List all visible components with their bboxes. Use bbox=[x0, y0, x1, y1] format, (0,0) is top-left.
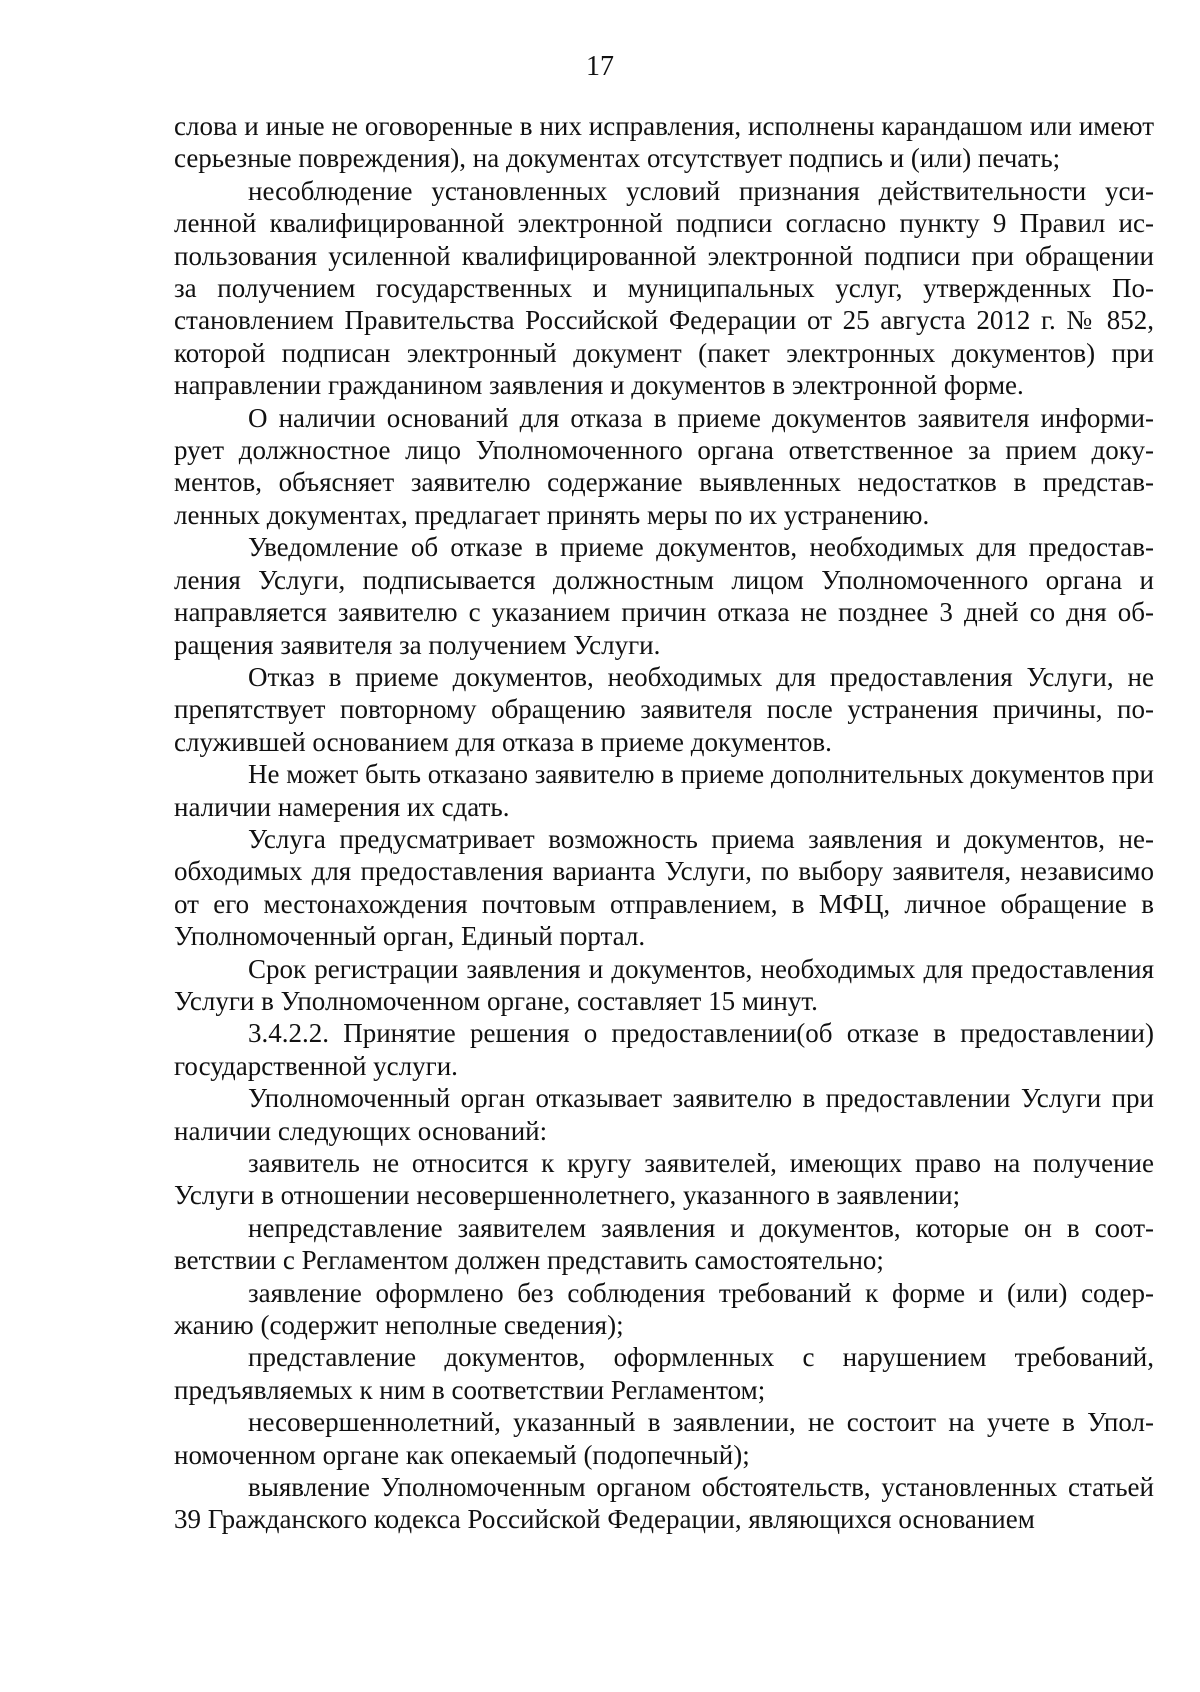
list-item-ground-3: заявление оформлено без соблюдения требований к форме и (или) содержанию (содержит неполные сведения); bbox=[174, 1277, 1154, 1341]
paragraph-repeat-application: Отказ в приеме документов, необходимых для предоставления Услуги, не препятствует повторному обращению заявителя после устранения причины, послужившей основанием для отказа в приеме документов. bbox=[174, 661, 1154, 757]
document-body bbox=[174, 110, 1154, 1536]
paragraph-continuation: слова и иные не оговоренные в них исправления, исполнены карандашом или имеют серьезные повреждения), на документах отсутствует подпись и (или) печать; bbox=[174, 111, 1154, 174]
paragraph-submission-methods: Услуга предусматривает возможность приема заявления и документов, необходимых для предоставления варианта Услуги, по выбору заявителя, независимо от его местонахождения почтовым отправлением, в МФЦ, личное обращение в Уполномоченный орган, Единый портал. bbox=[174, 823, 1154, 952]
list-item-ground-1: заявитель не относится к кругу заявителей, имеющих право на получение Услуги в отношении несовершеннолетнего, указанного в заявлении; bbox=[174, 1148, 1154, 1211]
paragraph-refusal-notification: Уведомление об отказе в приеме документов, необходимых для предоставления Услуги, подписывается должностным лицом Уполномоченного органа и направляется заявителю с указанием причин отказа не позднее 3 дней со дня обращения заявителя за получением Услуги. bbox=[174, 532, 1154, 660]
list-item-ground-4: представление документов, оформленных с нарушением требований, предъявляемых к ним в соответствии Регламентом; bbox=[174, 1342, 1154, 1405]
page-number: 17 bbox=[586, 51, 614, 82]
paragraph-electronic-signature: несоблюдение установленных условий признания действительности усиленной квалифицированной электронной подписи согласно пункту 9 Правил использования усиленной квалифицированной электронной подписи при обращении за получением государственных и муниципальных услуг, утвержденных Постановлением Правительства Российской Федерации от 25 августа 2012 г. № 852, которой подписан электронный документ (пакет электронных документов) при направлении гражданином заявления и документов в электронной форме. bbox=[174, 175, 1154, 401]
section-heading-3-4-2-2: 3.4.2.2. Принятие решения о предоставлении(об отказе в предоставлении) государственной услуги. bbox=[174, 1018, 1154, 1081]
paragraph-refusal-grounds-intro: Уполномоченный орган отказывает заявителю в предоставлении Услуги при наличии следующих оснований: bbox=[174, 1083, 1154, 1146]
list-item-ground-6: выявление Уполномоченным органом обстоятельств, установленных статьей 39 Гражданского кодекса Российской Федерации, являющихся основанием bbox=[174, 1472, 1154, 1535]
list-item-ground-5: несовершеннолетний, указанный в заявлении, не состоит на учете в Уполномоченном органе как опекаемый (подопечный); bbox=[174, 1407, 1154, 1470]
paragraph-refusal-notice-official: О наличии оснований для отказа в приеме документов заявителя информирует должностное лицо Уполномоченного органа ответственное за прием документов, объясняет заявителю содержание выявленных недостатков в представленных документах, предлагает принять меры по их устранению. bbox=[174, 402, 1154, 530]
paragraph-registration-time: Срок регистрации заявления и документов, необходимых для предоставления Услуги в Уполномоченном органе, составляет 15 минут. bbox=[174, 953, 1154, 1016]
paragraph-additional-documents: Не может быть отказано заявителю в приеме дополнительных документов при наличии намерения их сдать. bbox=[174, 759, 1154, 822]
list-item-ground-2: непредставление заявителем заявления и документов, которые он в соответствии с Регламентом должен представить самостоятельно; bbox=[174, 1212, 1154, 1276]
